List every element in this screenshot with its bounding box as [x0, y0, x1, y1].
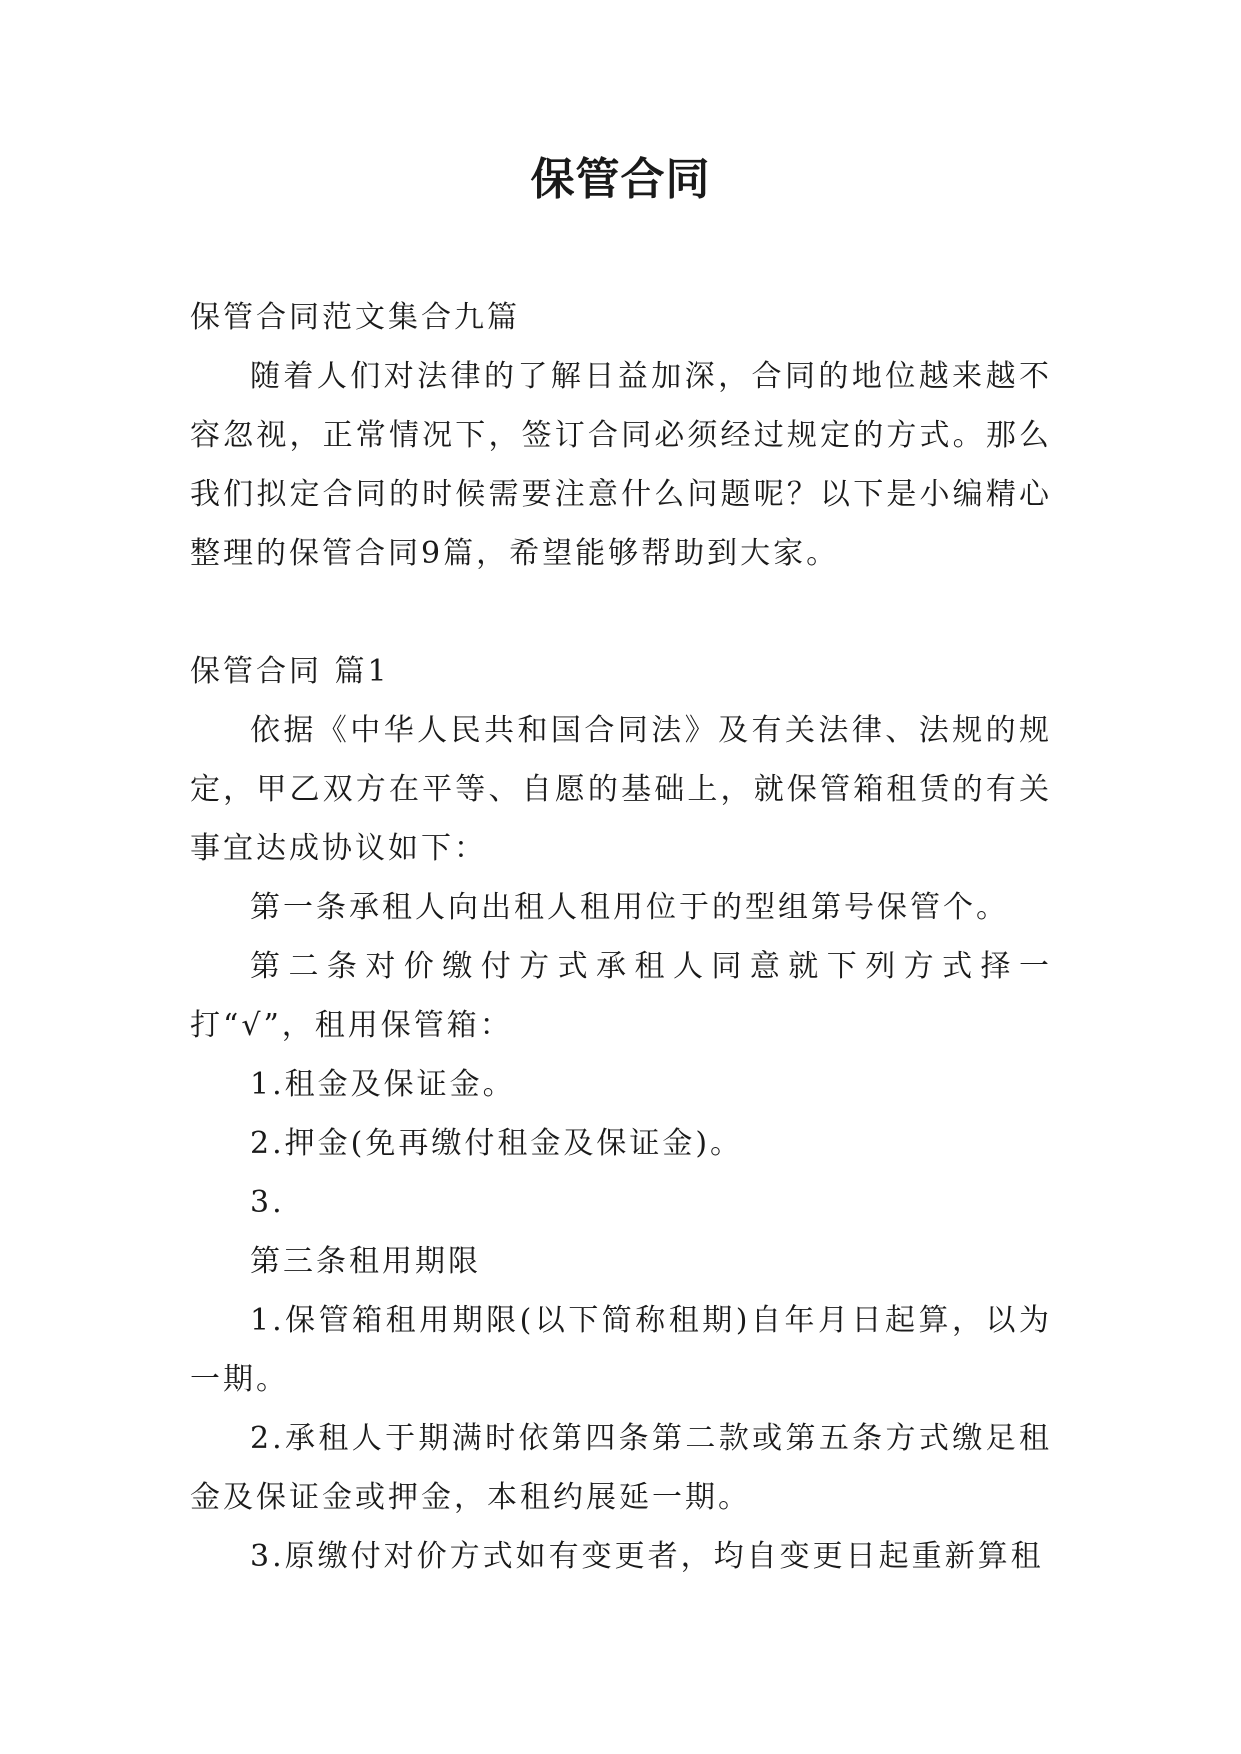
intro-paragraph: 随着人们对法律的了解日益加深，合同的地位越来越不容忽视，正常情况下，签订合同必须经过规定的方式。那么我们拟定合同的时候需要注意什么问题呢？以下是小编精心整理的保管合同9篇，希望能够帮助到大家。 — [190, 359, 1052, 571]
paragraph: 依据《中华人民共和国合同法》及有关法律、法规的规定，甲乙双方在平等、自愿的基础上，就保管箱租赁的有关事宜达成协议如下： — [190, 713, 1052, 866]
section-spacer — [190, 583, 1052, 642]
document-subtitle: 保管合同范文集合九篇 — [190, 300, 520, 335]
paragraph: 1.租金及保证金。 — [250, 1067, 516, 1102]
paragraph: 1.保管箱租用期限(以下简称租期)自年月日起算，以为一期。 — [190, 1303, 1052, 1397]
section-heading: 保管合同 篇1 — [190, 654, 390, 689]
paragraph: 2.押金(免再缴付租金及保证金)。 — [250, 1126, 744, 1161]
paragraph: 2.承租人于期满时依第四条第二款或第五条方式缴足租金及保证金或押金，本租约展延一期。 — [190, 1421, 1052, 1515]
document-body — [190, 288, 1052, 1586]
document-title: 保管合同 — [530, 154, 711, 205]
paragraph: 第二条对价缴付方式承租人同意就下列方式择一打“√”，租用保管箱： — [190, 949, 1052, 1043]
paragraph: 3. — [250, 1185, 285, 1220]
paragraph: 3.原缴付对价方式如有变更者，均自变更日起重新算租 — [250, 1539, 1044, 1574]
paragraph: 第一条承租人向出租人租用位于的型组第号保管个。 — [250, 890, 1009, 925]
paragraph: 第三条租用期限 — [250, 1244, 481, 1279]
